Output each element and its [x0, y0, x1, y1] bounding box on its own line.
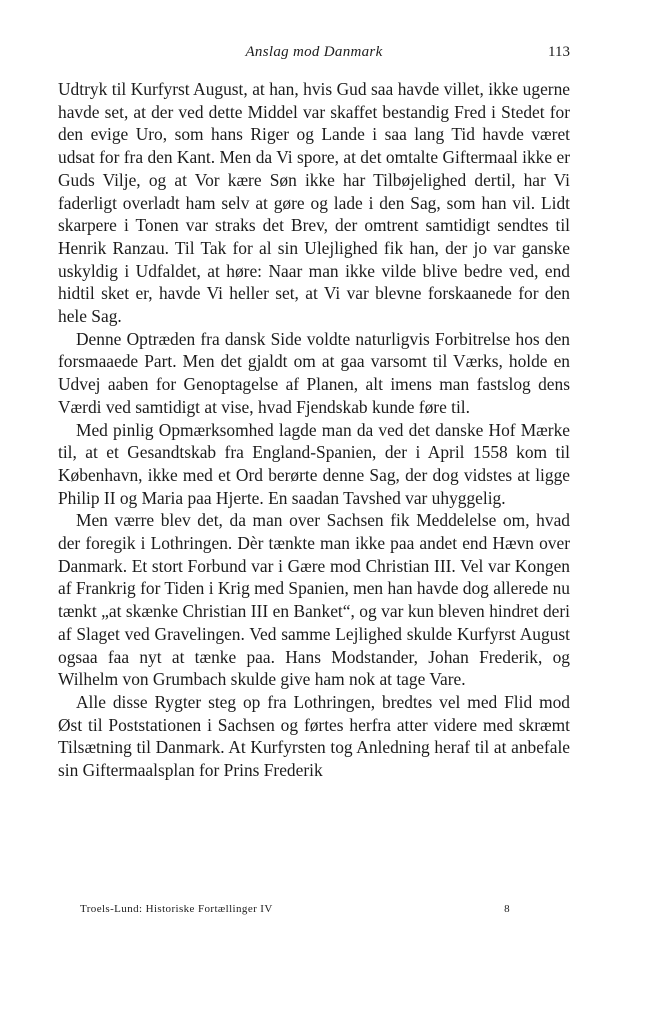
- running-title: Anslag mod Danmark: [245, 44, 383, 60]
- running-header: [58, 44, 570, 66]
- page-number: 113: [548, 44, 570, 60]
- body-text: [58, 78, 570, 782]
- signature-mark: 8: [504, 903, 510, 915]
- paragraph-5: Alle disse Rygter steg op fra Lothringen, bredtes vel med Flid mod Øst til Poststationen i Sachsen og førtes herfra atter videre med skræmt Tilsætning til Danmark. At Kurfyrsten tog Anledning heraf til at anbefale sin Giftermaalsplan for Prins Frederik: [58, 691, 570, 781]
- page-footer: [80, 903, 510, 919]
- paragraph-3: Med pinlig Opmærksomhed lagde man da ved det danske Hof Mærke til, at et Gesandtskab fra England-Spanien, der i April 1558 kom til København, ikke med et Ord berørte denne Sag, der dog vidstes at ligge Philip II og Maria paa Hjerte. En saadan Tavshed var uhyggelig.: [58, 419, 570, 508]
- paragraph-1: Udtryk til Kurfyrst August, at han, hvis Gud saa havde villet, ikke ugerne havde set, at der ved dette Middel var skaffet bestandig Fred i Stedet for den evige Uro, som hans Riger og Lande i saa lang Tid havde været udsat for fra den Kant. Men da Vi spore, at det omtalte Giftermaal ikke er Guds Vilje, og at Vor kære Søn ikke har Tilbøjelighed dertil, har Vi faderligt overladt ham selv at gøre og lade i den Sag, som han vil. Lidt skarpere i Tonen var straks det Brev, der omtrent samtidigt sendtes til Henrik Ranzau. Til Tak for al sin Ulejlighed fik han, der jo var ganske uskyldig i Udfaldet, at høre: Naar man ikke vilde blive bedre ved, end hidtil sket er, havde Vi heller set, at Vi var blevne forskaanede for den hele Sag.: [58, 79, 570, 327]
- footer-source: Troels-Lund: Historiske Fortællinger IV: [80, 903, 273, 915]
- paragraph-2: Denne Optræden fra dansk Side voldte naturligvis Forbitrelse hos den forsmaaede Part. Men det gjaldt om at gaa varsomt til Værks, holde en Udvej aaben for Genoptagelse af Planen, alt imens man fastslog dens Værdi ved samtidigt at vise, hvad Fjendskab kunde føre til.: [58, 328, 570, 417]
- paragraph-4: Men værre blev det, da man over Sachsen fik Meddelelse om, hvad der foregik i Lothringen. Dèr tænkte man ikke paa andet end Hævn over Danmark. Et stort Forbund var i Gære mod Christian III. Vel var Kongen af Frankrig for Tiden i Krig med Spanien, men han havde dog allerede nu tænkt „at skænke Christian III en Banket“, og var kun bleven hindret deri af Slaget ved Gravelingen. Ved samme Lejlighed skulde Kurfyrst August ogsaa faa nyt at tænke paa. Hans Modstander, Johan Frederik, og Wilhelm von Grumbach skulde give ham nok at tage Vare.: [58, 510, 570, 690]
